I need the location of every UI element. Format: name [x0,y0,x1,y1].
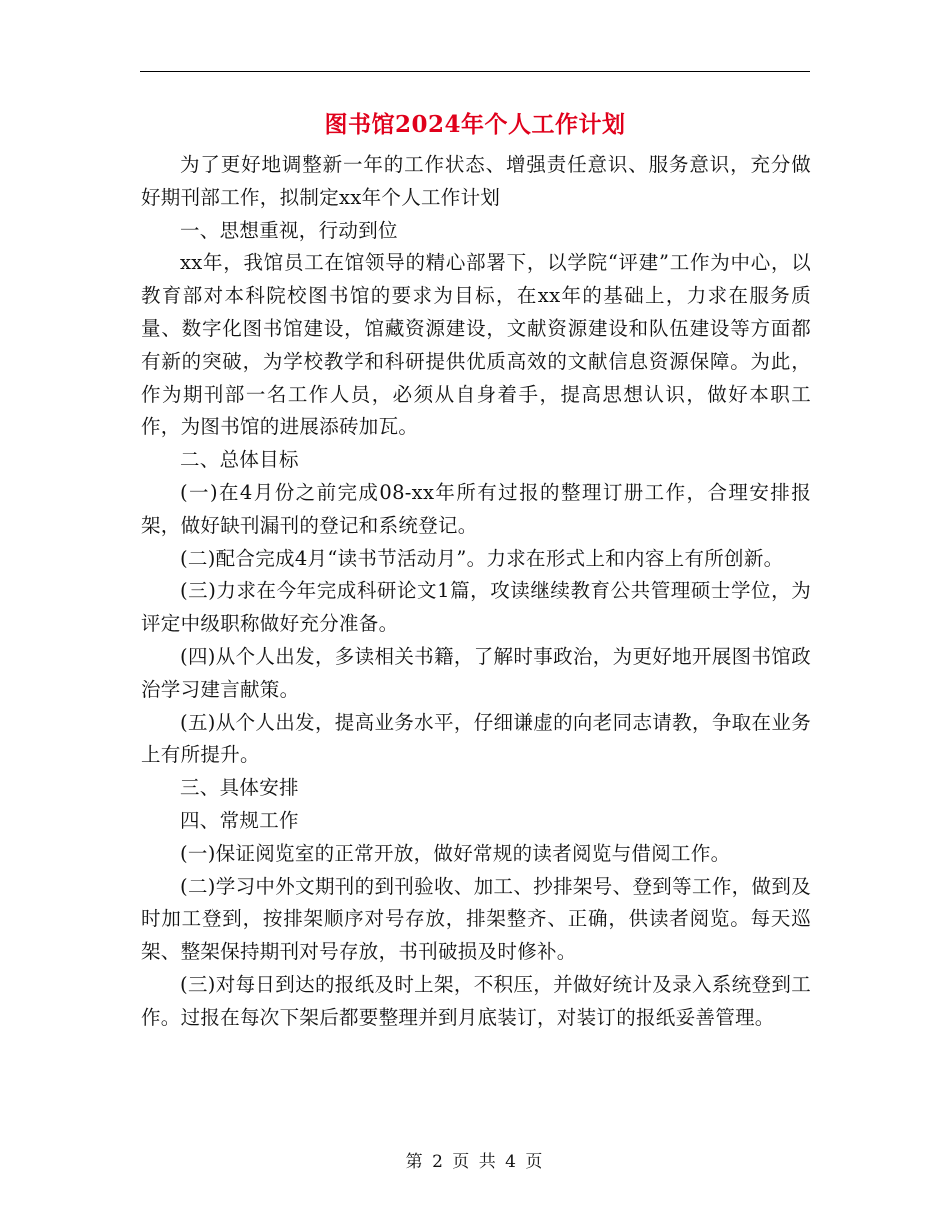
section-heading: 二、总体目标 [180,448,299,472]
list-item: (五)从个人出发，提高业务水平，仔细谦虚的向老同志请教，争取在业务上有所提升。 [141,710,811,767]
document-body [141,149,811,1035]
list-item: (一)保证阅览室的正常开放，做好常规的读者阅览与借阅工作。 [180,841,731,865]
list-item: (四)从个人出发，多读相关书籍，了解时事政治，为更好地开展图书馆政治学习建言献策。 [141,644,811,701]
paragraph: 为了更好地调整新一年的工作状态、增强责任意识、服务意识，充分做好期刊部工作，拟制定xx年个人工作计划 [141,153,811,209]
page-number: 第 2 页 共 4 页 [405,1152,545,1172]
list-item: (二)配合完成4月“读书节活动月”。力求在形式上和内容上有所创新。 [180,546,784,570]
section-heading: 一、思想重视，行动到位 [180,218,398,242]
section-heading: 三、具体安排 [180,776,299,800]
section-heading: 四、常规工作 [180,808,299,832]
list-item: (三)对每日到达的报纸及时上架，不积压，并做好统计及录入系统登到工作。过报在每次下架后都要整理并到月底装订，对装订的报纸妥善管理。 [141,972,811,1029]
list-item: (一)在4月份之前完成08-xx年所有过报的整理订册工作，合理安排报架，做好缺刊漏刊的登记和系统登记。 [141,480,811,537]
list-item: (二)学习中外文期刊的到刊验收、加工、抄排架号、登到等工作，做到及时加工登到，按排架顺序对号存放，排架整齐、正确，供读者阅览。每天巡架、整架保持期刊对号存放，书刊破损及时修补。 [141,874,811,964]
header-rule [140,71,810,72]
document-title: 图书馆2024年个人工作计划 [324,111,626,138]
list-item: (三)力求在今年完成科研论文1篇，攻读继续教育公共管理硕士学位，为评定中级职称做好充分准备。 [141,579,811,636]
paragraph: xx年，我馆员工在馆领导的精心部署下，以学院“评建”工作为中心，以教育部对本科院校图书馆的要求为目标，在xx年的基础上，力求在服务质量、数字化图书馆建设，馆藏资源建设，文献资源建设和队伍建设等方面都有新的突破，为学校教学和科研提供优质高效的文献信息资源保障。为此，作为期刊部一名工作人员，必须从自身着手，提高思想认识，做好本职工作，为图书馆的进展添砖加瓦。 [141,251,811,439]
